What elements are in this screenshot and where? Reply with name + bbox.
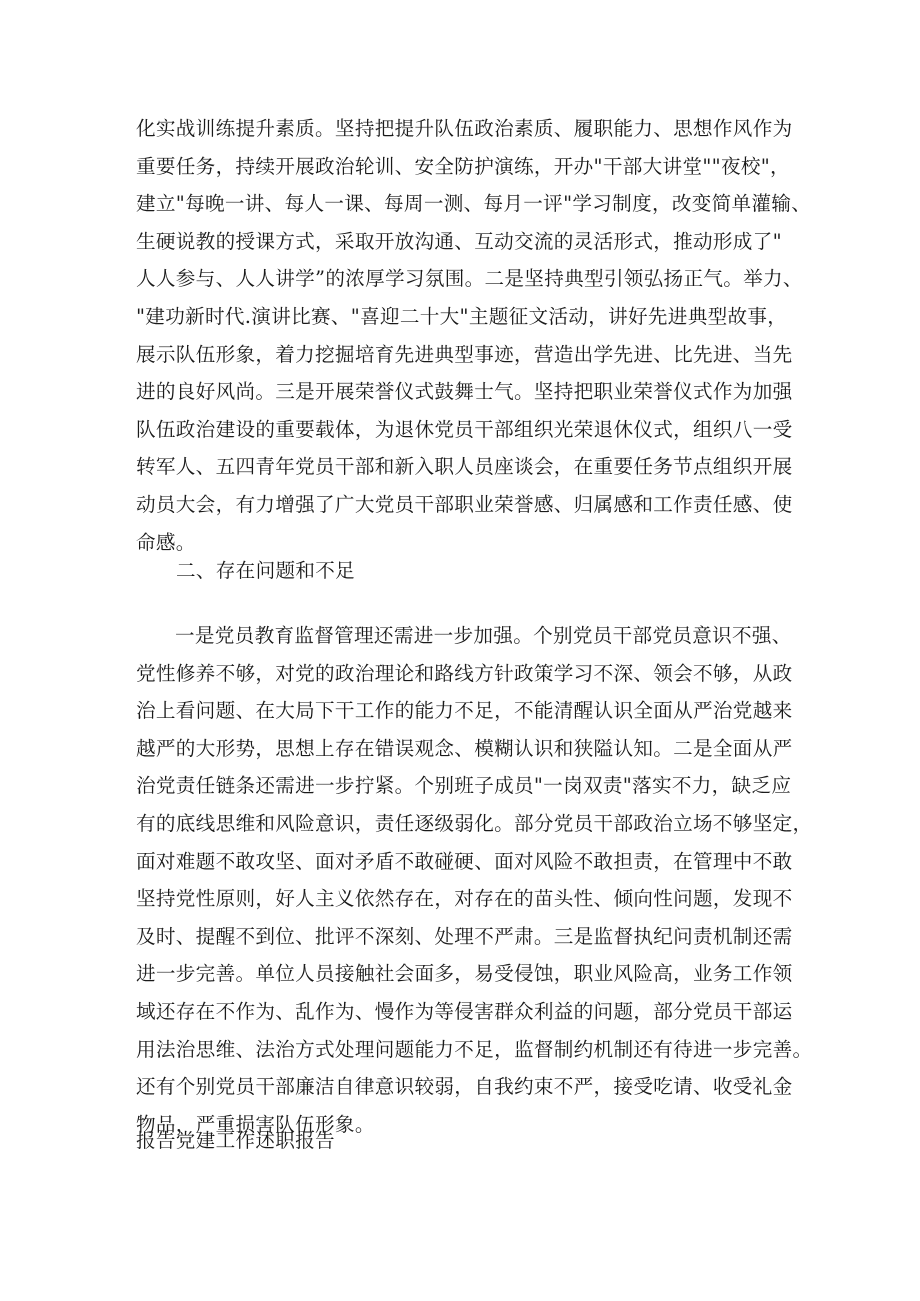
text-line: 还有个别党员干部廉洁自律意识较弱，自我约束不严，接受吃请、收受礼金 [136,1075,793,1099]
text-line: 有的底线思维和风险意识，责任逐级弱化。部分党员干部政治立场不够坚定， [136,811,813,835]
section-heading: 二、存在问题和不足 [176,559,356,582]
paragraph-problems [136,617,813,1143]
text-line: 越严的大形势，思想上存在错误观念、模糊认识和狭隘认知。二是全面从严 [136,736,793,760]
text-line: 域还存在不作为、乱作为、慢作为等侵害群众利益的问题，部分党员干部运 [136,999,793,1023]
text-line: 治党责任链条还需进一步拧紧。个别班子成员"一岗双责"落实不力，缺乏应 [136,774,792,798]
text-line: 重要任务，持续开展政治轮训、安全防护演练，开办"干部大讲堂""夜校"， [136,154,790,178]
text-line: 一是党员教育监督管理还需进一步加强。个别党员干部党员意识不强、 [175,624,792,647]
text-line: 展示队伍形象，着力挖掘培育先进典型事迹，营造出学先进、比先进、当先 [136,342,793,366]
text-line: 转军人、五四青年党员干部和新入职人员座谈会，在重要任务节点组织开展 [136,455,793,479]
text-line: 进的良好风尚。三是开展荣誉仪式鼓舞士气。坚持把职业荣誉仪式作为加强 [136,380,793,404]
text-line: 物品，严重损害队伍形象。 [136,1112,375,1136]
text-line: 动员大会，有力增强了广大党员干部职业荣誉感、归属感和工作责任感、使 [136,492,793,516]
text-line: 治上看问题、在大局下干工作的能力不足，不能清醒认识全面从严治党越来 [136,699,793,723]
text-line: 化实战训练提升素质。坚持把提升队伍政治素质、履职能力、思想作风作为 [136,117,793,140]
text-line: 人人参与、人人讲学”的浓厚学习氛围。二是坚持典型引领弘扬正气。举力、 [136,267,803,291]
text-line: "建功新时代.演讲比赛、"喜迎二十大"主题征文活动，讲好先进典型故事， [136,304,788,328]
text-line: 建立"每晚一讲、每人一课、每周一测、每月一评"学习制度，改变简单灌输、 [136,192,812,216]
text-line: 及时、提醒不到位、批评不深刻、处理不严肃。三是监督执纪问责机制还需 [136,924,793,948]
text-line: 生硬说教的授课方式，采取开放沟通、互动交流的灵活形式，推动形成了" [136,229,782,253]
text-line: 命感。 [136,530,196,554]
text-line: 面对难题不敢攻坚、面对矛盾不敢碰硬、面对风险不敢担责，在管理中不敢 [136,849,793,873]
report-title: 报告党建工作述职报告 [136,1129,335,1152]
text-line: 队伍政治建设的重要载体，为退休党员干部组织光荣退休仪式，组织八一受 [136,417,793,441]
text-line: 党性修养不够，对党的政治理论和路线方针政策学习不深、领会不够，从政 [136,661,793,685]
paragraph-achievements [136,110,812,561]
text-line: 进一步完善。单位人员接触社会面多，易受侵蚀，职业风险高，业务工作领 [136,962,793,986]
text-line: 坚持党性原则，好人主义依然存在，对存在的苗头性、倾向性问题，发现不 [136,887,793,911]
text-line: 用法治思维、法治方式处理问题能力不足，监督制约机制还有待进一步完善。 [136,1037,813,1061]
